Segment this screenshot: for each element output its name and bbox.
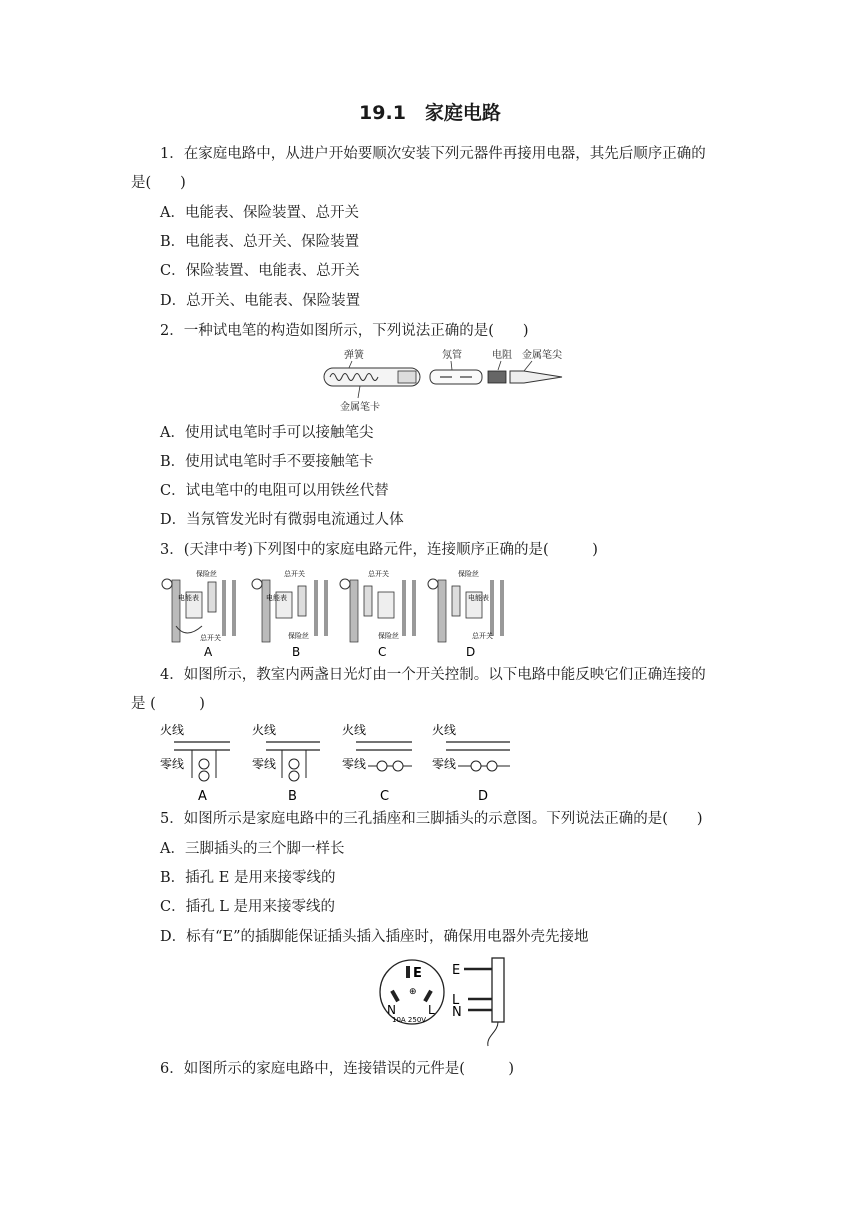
- panel-b-fuse-label: 保险丝: [288, 632, 309, 640]
- question-1-stem-cont: 是( ): [131, 175, 186, 191]
- question-2-option-b: B．使用试电笔时手不要接触笔卡: [160, 454, 374, 470]
- pen-body: [324, 368, 420, 386]
- circuit-b-live-label: 火线: [252, 723, 277, 737]
- plug-n-label: N: [452, 1005, 462, 1020]
- socket-n-label: N: [387, 1003, 396, 1017]
- question-5-option-a: A．三脚插头的三个脚一样长: [160, 841, 345, 857]
- panel-c: [340, 569, 416, 642]
- panel-d-meter-label: 电能表: [468, 594, 489, 602]
- circuit-a-live-label: 火线: [160, 723, 185, 737]
- circuit-b: [252, 722, 320, 804]
- question-5-option-d: D．标有“E”的插脚能保证插头插入插座时，确保用电器外壳先接地: [160, 929, 589, 945]
- panel-d-fuse-label: 保险丝: [458, 570, 479, 578]
- panel-b: [252, 569, 328, 642]
- question-1-option-a: A．电能表、保险装置、总开关: [160, 205, 359, 221]
- panel-c-fuse-label: 保险丝: [378, 632, 399, 640]
- panel-a-caption: A: [204, 645, 213, 659]
- question-4-stem-cont: 是 ( ): [131, 696, 205, 712]
- panel-b-caption: B: [292, 645, 301, 659]
- circuit-c: [342, 722, 412, 804]
- test-pen-figure: [318, 344, 570, 416]
- page-title: 19.1 家庭电路: [359, 102, 501, 124]
- question-5-stem: 5．如图所示是家庭电路中的三孔插座和三脚插头的示意图。下列说法正确的是( ): [160, 811, 703, 827]
- question-5-option-b: B．插孔 E 是用来接零线的: [160, 870, 336, 886]
- circuit-a-neutral-label: 零线: [160, 757, 185, 771]
- circuit-a-caption: A: [198, 789, 207, 804]
- clip-label: 金属笔卡: [340, 402, 380, 413]
- question-6-stem: 6．如图所示的家庭电路中，连接错误的元件是( ): [160, 1061, 515, 1077]
- question-5-option-c: C．插孔 L 是用来接零线的: [160, 899, 335, 915]
- plug-l-label: L: [452, 993, 460, 1008]
- panel-c-caption: C: [378, 645, 387, 659]
- circuit-d-caption: D: [478, 789, 489, 804]
- lamp-circuit-figure: [156, 718, 520, 804]
- socket-plug-figure: [378, 952, 528, 1048]
- circuit-order-figure: [156, 566, 520, 660]
- question-2-stem: 2．一种试电笔的构造如图所示，下列说法正确的是( ): [160, 323, 529, 339]
- question-4-stem: 4．如图所示，教室内两盏日光灯由一个开关控制。以下电路中能反映它们正确连接的: [160, 667, 706, 683]
- circuit-a: [160, 722, 230, 804]
- circuit-c-neutral-label: 零线: [342, 757, 367, 771]
- circuit-b-caption: B: [288, 789, 297, 804]
- question-1-option-c: C．保险装置、电能表、总开关: [160, 263, 360, 279]
- panel-a: [162, 569, 236, 642]
- plug-e-label: E: [452, 963, 461, 978]
- panel-a-fuse-label: 保险丝: [196, 570, 217, 578]
- circuit-d: [432, 722, 510, 804]
- panel-a-meter-label: 电能表: [178, 594, 199, 602]
- question-2-option-d: D．当氖管发光时有微弱电流通过人体: [160, 512, 404, 528]
- question-1-stem: 1．在家庭电路中，从进户开始要顺次安装下列元器件再接用电器，其先后顺序正确的: [160, 146, 706, 162]
- panel-d-switch-label: 总开关: [472, 632, 493, 640]
- question-2-option-c: C．试电笔中的电阻可以用铁丝代替: [160, 483, 389, 499]
- socket-e-label: E: [413, 966, 422, 981]
- resistor-block: [488, 371, 506, 383]
- socket-l-label: L: [428, 1003, 435, 1017]
- question-1-option-b: B．电能表、总开关、保险装置: [160, 234, 360, 250]
- spring-label: 弹簧: [344, 350, 364, 361]
- resistor-label: 电阻: [492, 350, 512, 361]
- neon-tube: [430, 370, 482, 384]
- metal-tip: [510, 371, 562, 383]
- circuit-d-neutral-label: 零线: [432, 757, 457, 771]
- circuit-d-live-label: 火线: [432, 723, 457, 737]
- panel-d: [428, 569, 504, 642]
- panel-c-switch-label: 总开关: [368, 570, 389, 578]
- question-1-option-d: D．总开关、电能表、保险装置: [160, 293, 361, 309]
- circuit-c-caption: C: [380, 789, 390, 804]
- panel-d-caption: D: [466, 645, 476, 659]
- circuit-c-live-label: 火线: [342, 723, 367, 737]
- panel-a-switch-label: 总开关: [200, 634, 221, 642]
- question-3-stem: 3．(天津中考)下列图中的家庭电路元件，连接顺序正确的是( ): [160, 542, 598, 558]
- three-pin-plug: [452, 958, 504, 1046]
- tip-label: 金属笔尖: [522, 350, 562, 361]
- socket-rating-label: 10A 250V: [392, 1016, 427, 1024]
- panel-b-meter-label: 电能表: [266, 594, 287, 602]
- circuit-b-neutral-label: 零线: [252, 757, 277, 771]
- question-2-option-a: A．使用试电笔时手可以接触笔尖: [160, 425, 374, 441]
- neon-label: 氖管: [442, 350, 462, 361]
- svg-text:⊕: ⊕: [409, 987, 417, 997]
- three-hole-socket: [380, 960, 444, 1024]
- panel-b-switch-label: 总开关: [284, 570, 305, 578]
